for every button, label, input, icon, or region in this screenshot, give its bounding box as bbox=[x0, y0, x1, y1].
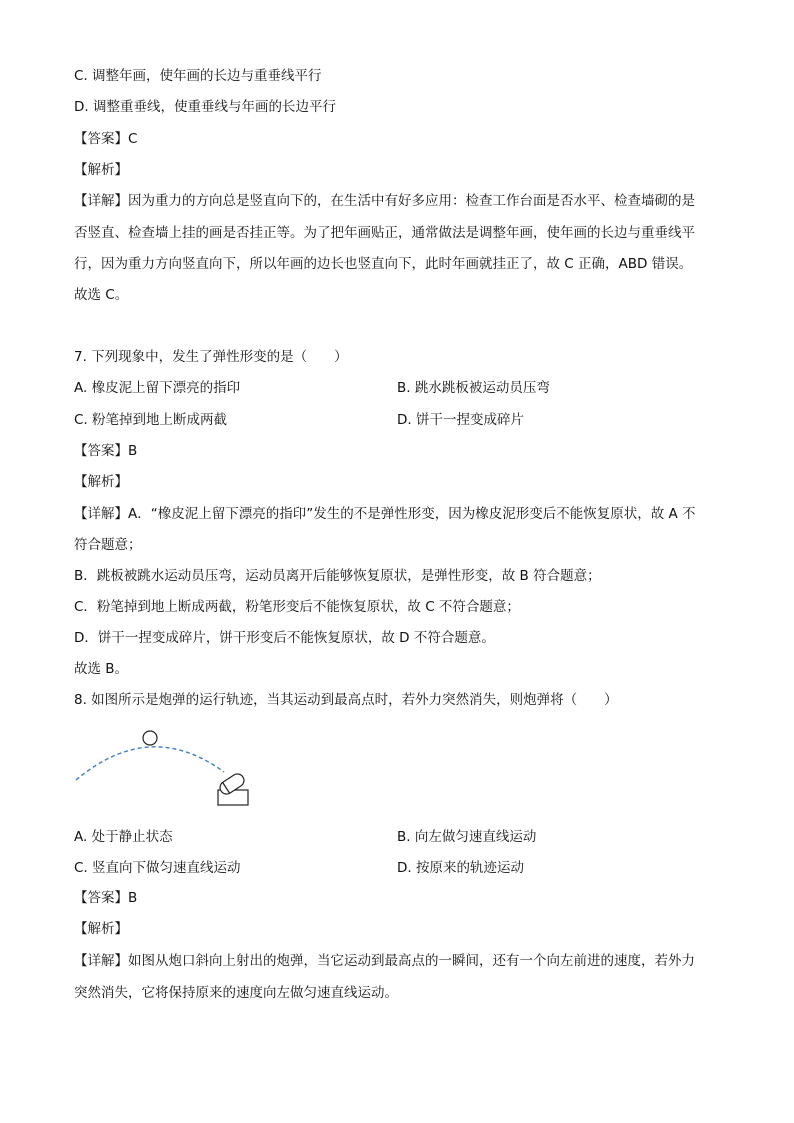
q7-answer: 【答案】B bbox=[74, 443, 138, 459]
q6-option-d: D. 调整重垂线，使重垂线与年画的长边平行 bbox=[74, 99, 336, 115]
q7-option-d: D. 饼干一捏变成碎片 bbox=[397, 412, 524, 428]
cannon-icon bbox=[218, 771, 248, 805]
q7-option-b: B. 跳水跳板被运动员压弯 bbox=[397, 380, 550, 396]
q8-answer: 【答案】B bbox=[74, 890, 138, 906]
q7-detail-line-4: C．粉笔掉到地上断成两截，粉笔形变后不能恢复原状，故 C 不符合题意； bbox=[74, 599, 520, 615]
q8-analysis-heading: 【解析】 bbox=[74, 921, 128, 937]
q7-detail-line-1: 【详解】A．“橡皮泥上留下漂亮的指印”发生的不是弹性形变，因为橡皮泥形变后不能恢复原状，故 A 不 bbox=[74, 506, 696, 522]
q7-detail-line-3: B．跳板被跳水运动员压弯，运动员离开后能够恢复原状，是弹性形变，故 B 符合题意； bbox=[74, 568, 601, 584]
q7-option-c: C. 粉笔掉到地上断成两截 bbox=[74, 412, 228, 428]
q7-detail-line-2: 符合题意； bbox=[74, 537, 142, 553]
q7-option-a: A. 橡皮泥上留下漂亮的指印 bbox=[74, 380, 241, 396]
q8-option-d: D. 按原来的轨迹运动 bbox=[397, 860, 524, 876]
q7-analysis-heading: 【解析】 bbox=[74, 474, 128, 490]
q7-conclusion: 故选 B。 bbox=[74, 661, 129, 677]
q8-question: 8. 如图所示是炮弹的运行轨迹，当其运动到最高点时，若外力突然消失，则炮弹将（ ） bbox=[74, 692, 618, 708]
q8-option-a: A. 处于静止状态 bbox=[74, 829, 173, 845]
q6-answer: 【答案】C bbox=[74, 131, 138, 147]
cannon-trajectory-diagram bbox=[70, 722, 260, 812]
q6-conclusion: 故选 C。 bbox=[74, 287, 129, 303]
q8-detail-line-2: 突然消失，它将保持原来的速度向左做匀速直线运动。 bbox=[74, 985, 398, 1001]
q7-detail-line-5: D．饼干一捏变成碎片，饼干形变后不能恢复原状，故 D 不符合题意。 bbox=[74, 630, 495, 646]
q6-analysis-heading: 【解析】 bbox=[74, 162, 128, 178]
q8-option-c: C. 竖直向下做匀速直线运动 bbox=[74, 860, 241, 876]
q6-option-c: C. 调整年画，使年画的长边与重垂线平行 bbox=[74, 68, 322, 84]
q6-detail-line-3: 行，因为重力方向竖直向下，所以年画的边长也竖直向下，此时年画就挂正了，故 C 正确，ABD 错误。 bbox=[74, 256, 693, 272]
q6-detail-line-1: 【详解】因为重力的方向总是竖直向下的，在生活中有好多应用：检查工作台面是否水平、检查墙砌的是 bbox=[74, 193, 695, 209]
trajectory-dashed-curve bbox=[76, 747, 224, 780]
q7-question: 7. 下列现象中，发生了弹性形变的是（ ） bbox=[74, 349, 348, 365]
q6-detail-line-2: 否竖直、检查墙上挂的画是否挂正等。为了把年画贴正，通常做法是调整年画，使年画的长边与重垂线平 bbox=[74, 225, 695, 241]
cannonball-at-peak bbox=[143, 731, 157, 745]
q8-option-b: B. 向左做匀速直线运动 bbox=[397, 829, 537, 845]
q8-detail-line-1: 【详解】如图从炮口斜向上射出的炮弹，当它运动到最高点的一瞬间，还有一个向左前进的速度，若外力 bbox=[74, 953, 695, 969]
